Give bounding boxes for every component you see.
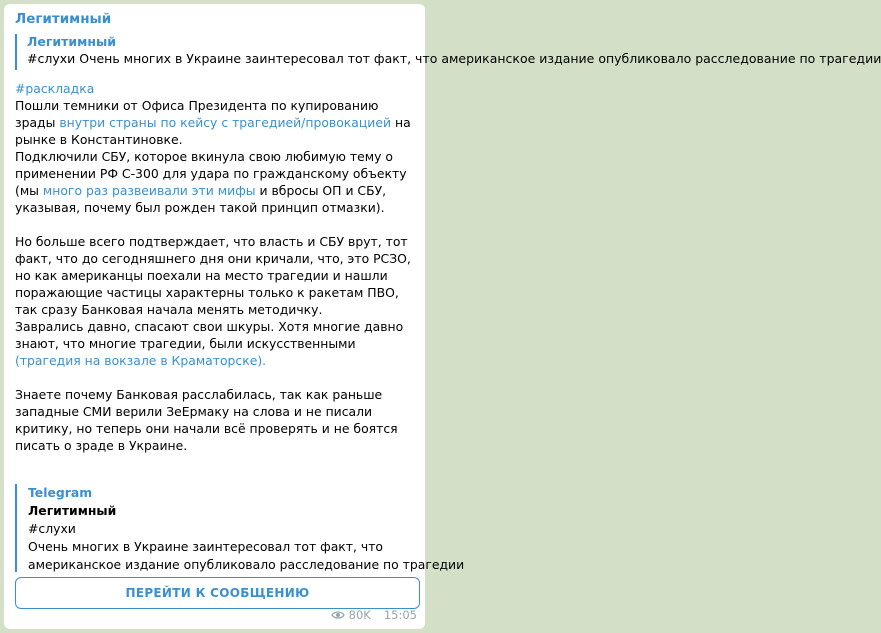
views-count: 80K	[348, 608, 371, 622]
hashtag-link[interactable]: #раскладка	[15, 81, 95, 96]
post-paragraph-2	[15, 148, 415, 216]
text-span: Подключили СБУ, которое вкинула свою любимую тему о применении РФ С-300 для удара по гражданскому объекту (мы	[15, 149, 407, 198]
forward-source: Telegram	[28, 485, 93, 500]
forward-text-line-2: американское издание опубликовало расследование по трагедии	[28, 557, 465, 572]
post-hashtag-line	[15, 80, 415, 97]
reply-title: Легитимный	[27, 34, 117, 49]
inline-link[interactable]: внутри страны по кейсу с трагедией/провокацией	[59, 115, 392, 130]
post-paragraph-3: Но больше всего подтверждает, что власть и СБУ врут, тот факт, что до сегодняшнего дня они кричали, что, это РСЗО, но как американцы поехали на место трагедии и нашли поражающие частицы характерны только к ракетам ПВО, так сразу Банковая начала менять методичку.	[15, 234, 411, 317]
post-paragraph-5: Знаете почему Банковая расслабилась, так как раньше западные СМИ верили ЗеЕрмаку на слова и не писали критику, но теперь они начали всё проверять и не боятся писать о зраде в Украине.	[15, 387, 398, 453]
forward-text-line-1: Очень многих в Украине заинтересовал тот факт, что	[28, 539, 384, 554]
message-time: 15:05	[383, 608, 417, 622]
post-paragraph-4	[15, 318, 415, 369]
text-span: и вбросы ОП и СБУ, указывая, почему был рожден такой принцип отмазки).	[15, 183, 387, 215]
message-bubble	[4, 4, 881, 629]
text-span: на рынке в Константиновке.	[15, 115, 411, 147]
forward-hashtag: #слухи	[28, 521, 76, 536]
post-body	[15, 80, 415, 454]
eye-icon	[331, 610, 345, 620]
channel-title[interactable]: Легитимный	[15, 11, 112, 27]
reply-text: #слухи Очень многих в Украине заинтересовал тот факт, что американское издание опубликовало расследование по трагедии	[27, 51, 881, 66]
forward-channel-name: Легитимный	[28, 503, 117, 518]
forwarded-preview[interactable]	[15, 484, 465, 572]
text-span: Заврались давно, спасают свои шкуры. Хотя многие давно знают, что многие трагедии, были искусственными	[15, 319, 404, 351]
reply-preview[interactable]	[15, 34, 881, 70]
message-meta	[331, 608, 417, 622]
go-to-message-button[interactable]: ПЕРЕЙТИ К СООБЩЕНИЮ	[15, 577, 420, 609]
inline-link[interactable]: (трагедия на вокзале в Краматорске).	[15, 353, 267, 368]
text-span: Пошли темники от Офиса Президента по купированию зрады	[15, 98, 379, 130]
inline-link[interactable]: много раз развеивали эти мифы	[42, 183, 256, 198]
post-paragraph-1	[15, 97, 415, 148]
